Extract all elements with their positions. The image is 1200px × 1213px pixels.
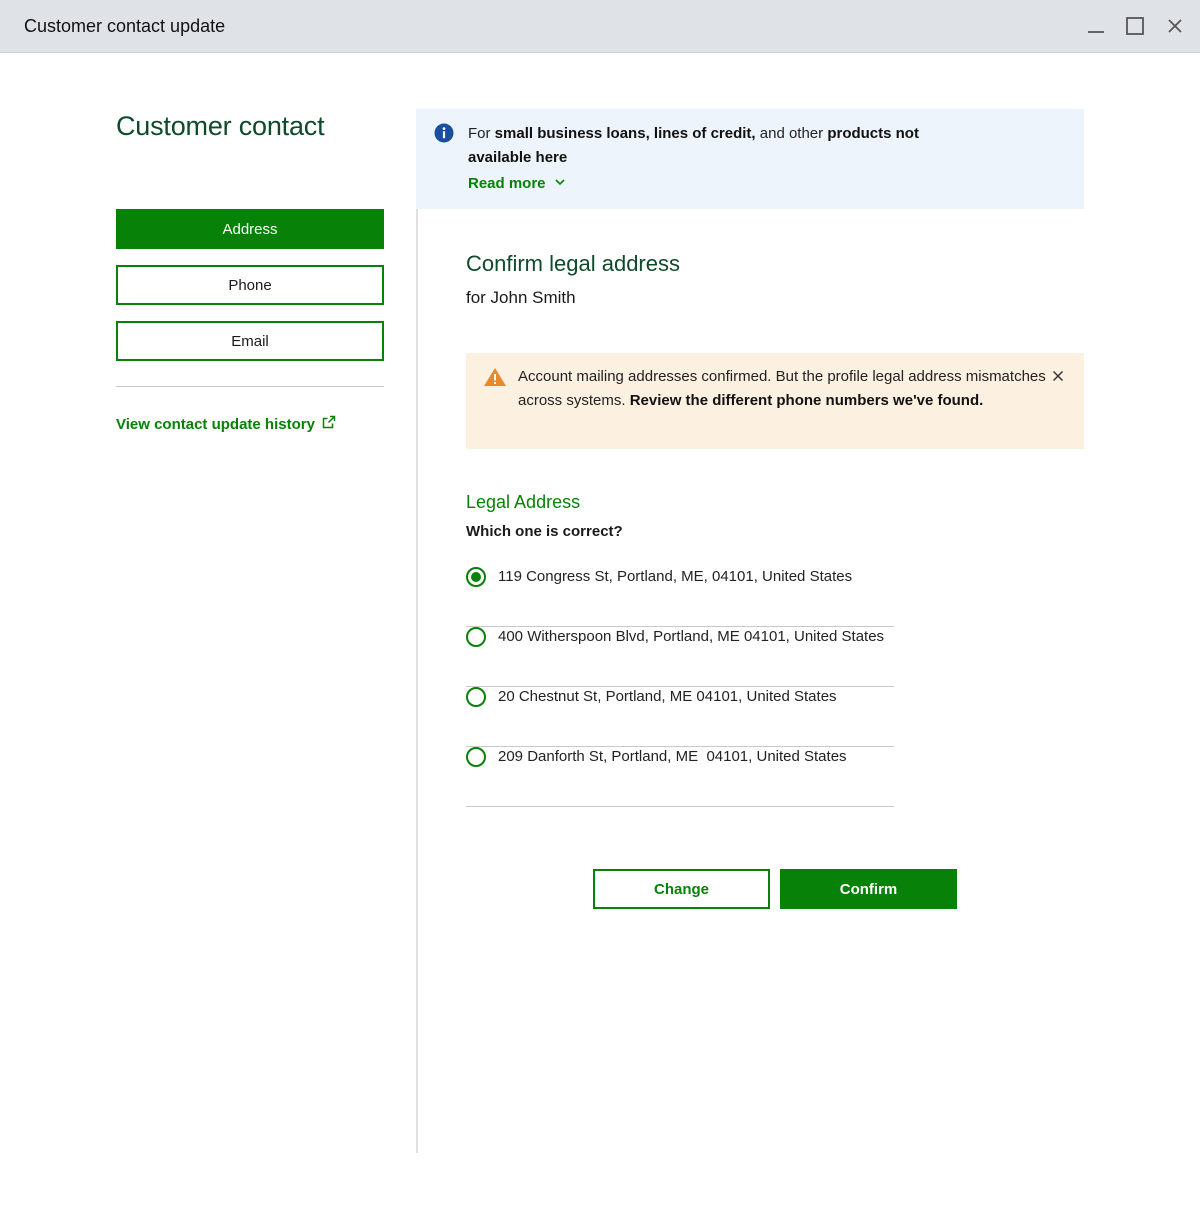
address-option-label: 400 Witherspoon Blvd, Portland, ME 04101, United States (498, 628, 885, 645)
sidebar-divider (116, 386, 384, 387)
confirm-button[interactable]: Confirm (780, 869, 957, 909)
read-more-link[interactable] (468, 175, 566, 192)
external-link-icon (322, 415, 336, 433)
chevron-down-icon (554, 175, 566, 192)
minimize-icon[interactable] (1082, 12, 1110, 40)
change-button[interactable]: Change (593, 869, 770, 909)
info-icon (434, 123, 454, 148)
sidebar-item-address[interactable]: Address (116, 209, 384, 249)
page-title: Confirm legal address (466, 251, 680, 276)
legal-address-title: Legal Address (466, 492, 581, 512)
address-option-label: 119 Congress St, Portland, ME, 04101, United States (498, 568, 853, 585)
warning-close-icon[interactable] (1050, 368, 1066, 384)
sidebar-title: Customer contact (116, 111, 325, 141)
warning-banner (466, 353, 1084, 449)
address-option-label: 20 Chestnut St, Portland, ME 04101, United States (498, 688, 837, 705)
info-text: For small business loans, lines of credit, and other products not available here (468, 125, 919, 166)
history-link-label: View contact update history (116, 415, 315, 433)
warning-icon (483, 367, 507, 392)
close-icon[interactable] (1161, 12, 1189, 40)
address-option-label: 209 Danforth St, Portland, ME 04101, United States (498, 748, 847, 765)
address-option-4[interactable] (466, 747, 894, 807)
vertical-divider (416, 209, 418, 1153)
radio-unselected[interactable] (466, 687, 486, 707)
sidebar-item-email[interactable]: Email (116, 321, 384, 361)
address-option-3[interactable] (466, 687, 894, 747)
sidebar-item-phone[interactable]: Phone (116, 265, 384, 305)
warning-text: Account mailing addresses confirmed. But the profile legal address mismatches across systems. Review the different phone numbers we've found. (518, 368, 1046, 409)
window-title: Customer contact update (24, 16, 226, 36)
radio-selected[interactable] (466, 567, 486, 587)
read-more-label: Read more (468, 175, 546, 192)
question-label: Which one is correct? (466, 523, 623, 540)
view-history-link[interactable] (116, 415, 336, 433)
address-option-1[interactable] (466, 567, 894, 627)
address-option-2[interactable] (466, 627, 894, 687)
radio-unselected[interactable] (466, 747, 486, 767)
radio-unselected[interactable] (466, 627, 486, 647)
maximize-icon[interactable] (1121, 12, 1149, 40)
page-subtitle: for John Smith (466, 288, 576, 307)
info-banner (416, 109, 1084, 209)
window-titlebar (0, 0, 1200, 53)
